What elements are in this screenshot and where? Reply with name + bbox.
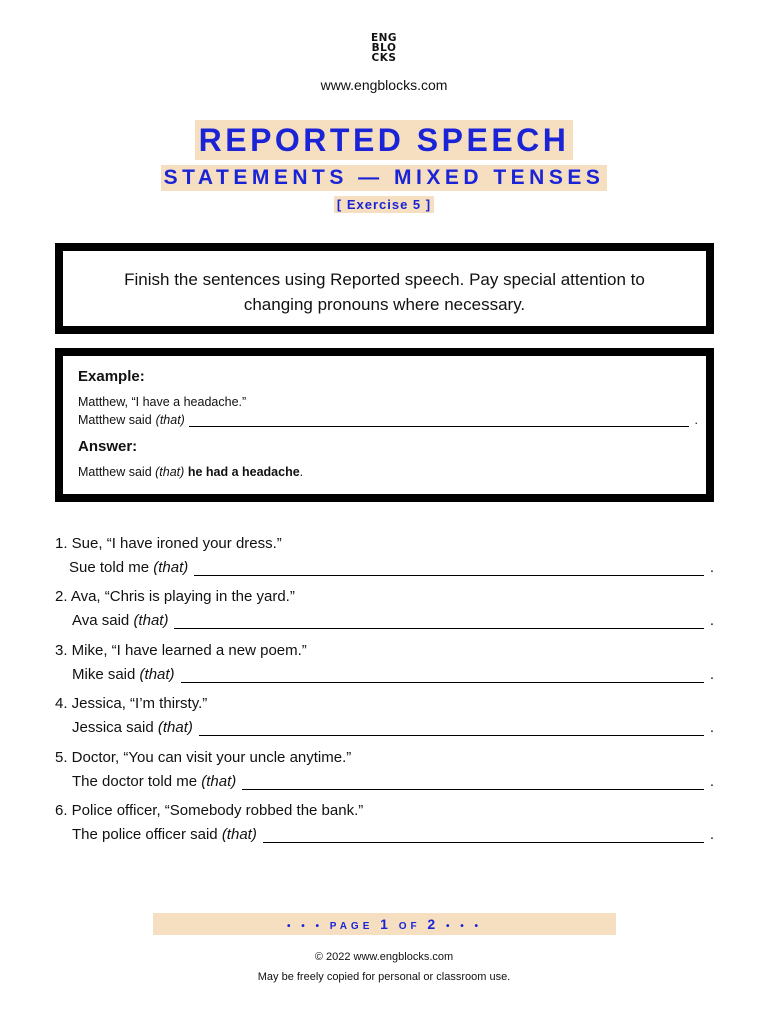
site-url: www.engblocks.com	[320, 77, 448, 93]
item-period: .	[709, 665, 714, 683]
item-quote: 4. Jessica, “I’m thirsty.”	[55, 695, 208, 713]
item-quote: 1. Sue, “I have ironed your dress.”	[55, 535, 282, 552]
logo-line: CKS	[371, 52, 397, 64]
exercise-list	[55, 535, 715, 855]
example-label: Example:	[78, 368, 145, 385]
item-period: .	[709, 559, 714, 576]
list-item	[55, 749, 715, 802]
item-prompt: Mike said	[72, 665, 136, 683]
logo-line: ENG	[370, 32, 398, 44]
page-word: PAGE	[329, 921, 374, 932]
page-indicator	[153, 913, 616, 935]
example-prompt-line	[78, 413, 698, 427]
answer-blank[interactable]	[174, 612, 703, 629]
item-period: .	[709, 612, 714, 630]
copyright: © 2022 www.engblocks.com	[314, 951, 454, 963]
answer-blank[interactable]	[199, 719, 704, 736]
answer-period: .	[299, 465, 304, 479]
of-word: OF	[398, 921, 421, 932]
exercise-label: [ Exercise 5 ]	[334, 196, 434, 213]
item-response-line	[72, 826, 714, 843]
engblocks-logo	[0, 33, 768, 63]
list-item	[55, 695, 715, 748]
item-period: .	[709, 772, 714, 790]
instructions-box	[55, 243, 714, 334]
answer-blank[interactable]	[263, 826, 704, 843]
item-that: (that)	[133, 612, 169, 630]
answer-blank[interactable]	[181, 666, 704, 683]
list-item	[55, 588, 715, 641]
example-that: (that)	[155, 413, 185, 427]
logo-line: BLO	[371, 42, 397, 54]
item-response-line	[72, 612, 714, 629]
example-period: .	[694, 413, 698, 427]
page-number: 1	[380, 916, 392, 932]
example-blank-line	[189, 414, 689, 427]
page-title: REPORTED SPEECH	[195, 120, 574, 160]
item-that: (that)	[221, 825, 257, 843]
item-quote: 5. Doctor, “You can visit your uncle anytime.”	[55, 748, 352, 766]
dots-left: • • •	[286, 921, 323, 932]
item-prompt: The doctor told me	[72, 772, 198, 790]
item-that: (that)	[139, 665, 175, 683]
instructions-text: Finish the sentences using Reported speech. Pay special attention to changing pronouns where necessary.	[124, 270, 645, 314]
answer-label: Answer:	[78, 438, 138, 455]
dots-right: • • •	[446, 921, 483, 932]
item-that: (that)	[201, 772, 237, 790]
page-subtitle: STATEMENTS — MIXED TENSES	[161, 165, 608, 191]
list-item	[55, 642, 715, 695]
usage-note: May be freely copied for personal or classroom use.	[257, 971, 511, 983]
item-period: .	[709, 719, 714, 737]
list-item	[55, 802, 715, 855]
item-prompt: Jessica said	[72, 719, 154, 737]
answer-blank[interactable]	[194, 559, 704, 576]
item-response-line	[72, 719, 714, 736]
item-quote: 3. Mike, “I have learned a new poem.”	[55, 641, 307, 659]
answer-that: (that)	[155, 465, 185, 479]
example-prompt: Matthew said	[78, 413, 152, 427]
example-quote: Matthew, “I have a headache.”	[78, 395, 247, 409]
item-prompt: The police officer said	[72, 825, 218, 843]
item-that: (that)	[157, 719, 193, 737]
answer-blank[interactable]	[242, 773, 704, 790]
answer-prompt: Matthew said	[78, 465, 152, 479]
item-quote: 2. Ava, “Chris is playing in the yard.”	[55, 588, 295, 606]
item-prompt: Ava said	[72, 612, 130, 630]
item-response-line	[72, 666, 714, 683]
list-item	[55, 535, 715, 588]
item-prompt: Sue told me	[69, 559, 150, 576]
example-box	[55, 348, 714, 502]
page-total: 2	[427, 916, 440, 932]
item-period: .	[709, 825, 714, 843]
example-answer	[78, 465, 303, 479]
item-response-line	[72, 773, 714, 790]
answer-bold: he had a headache	[187, 465, 300, 479]
item-quote: 6. Police officer, “Somebody robbed the bank.”	[55, 801, 364, 819]
item-that: (that)	[153, 559, 189, 576]
item-response-line	[69, 559, 714, 576]
